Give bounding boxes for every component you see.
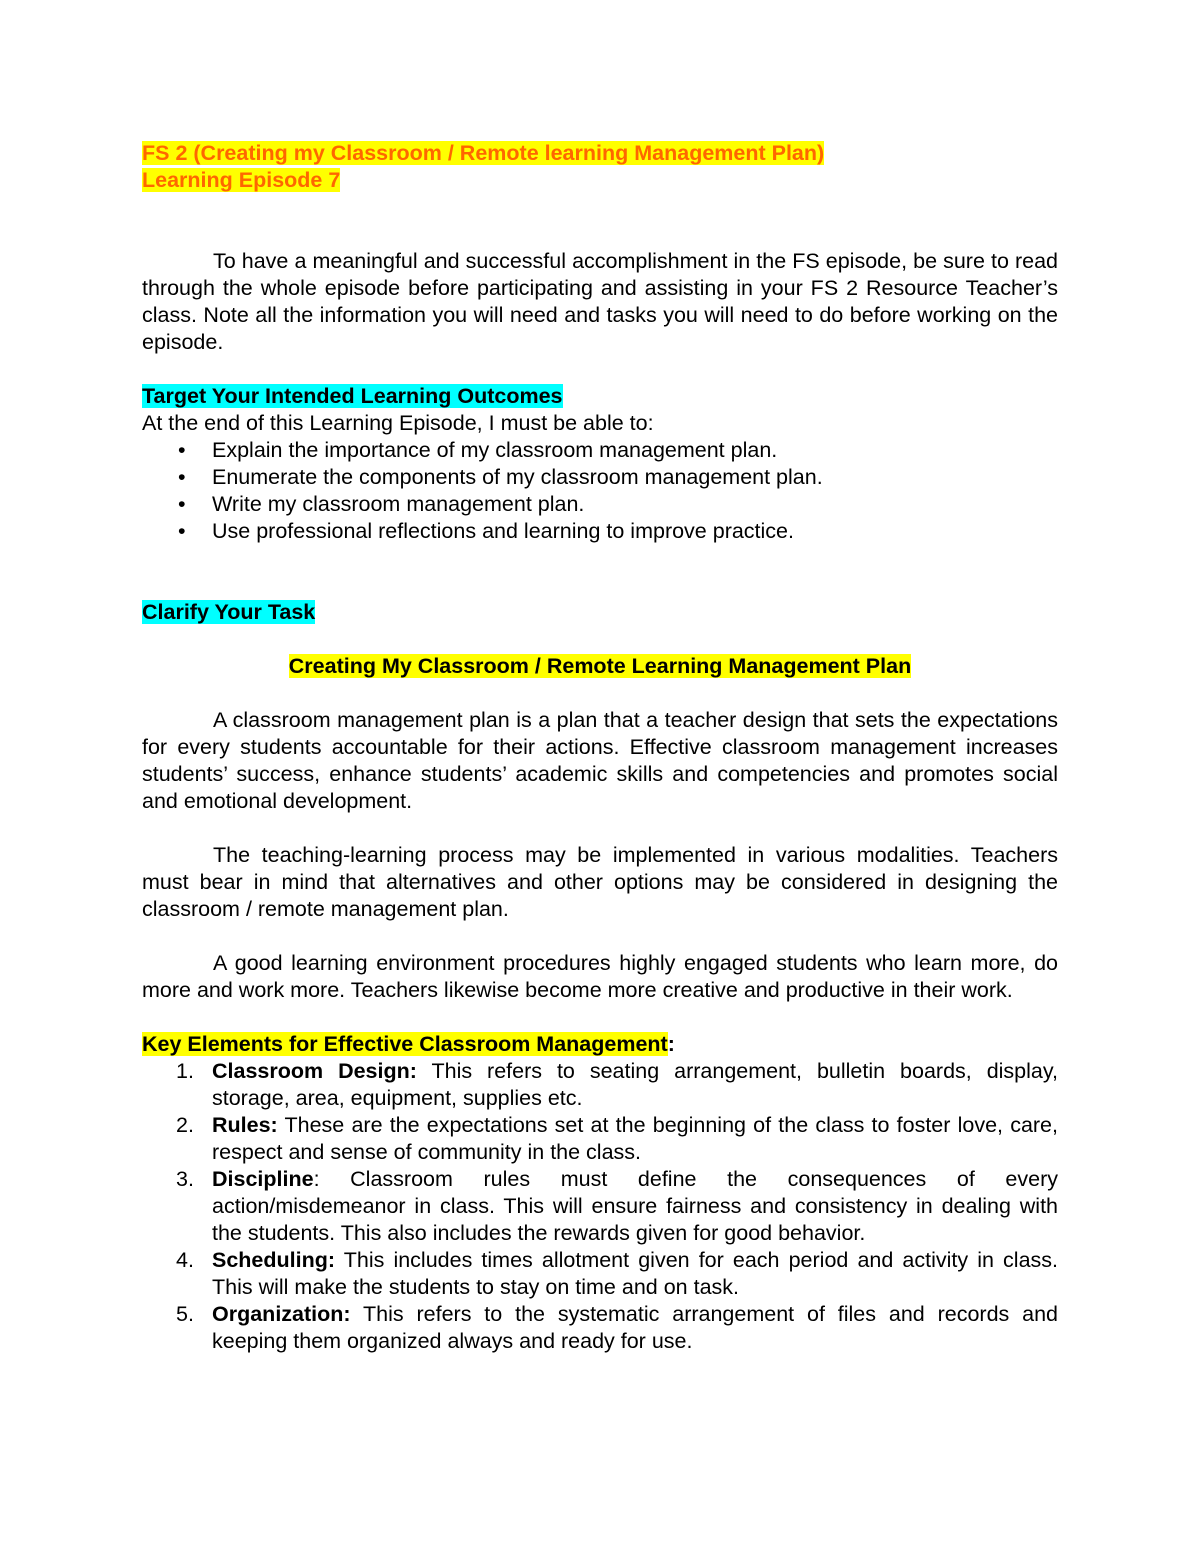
key-elements-heading: [142, 1031, 1058, 1058]
bullet-icon: •: [178, 519, 186, 543]
list-item-text: Enumerate the components of my classroom management plan.: [212, 465, 823, 489]
element-text: This refers to the systematic arrangement of files and records and keeping them organized always and ready for use.: [212, 1302, 1058, 1353]
element-term: Rules:: [212, 1113, 278, 1137]
list-number: 3.: [176, 1167, 194, 1191]
list-item: [142, 1166, 1058, 1247]
element-term-suffix: :: [313, 1167, 351, 1191]
outcomes-lead: At the end of this Learning Episode, I must be able to:: [142, 411, 654, 435]
spacer: [142, 545, 1058, 599]
element-text: Classroom rules must define the consequences of every action/misdemeanor in class. This will ensure fairness and consistency in dealing with the students. This also includes the rewards given for good behavior.: [212, 1167, 1058, 1245]
element-term: Classroom Design:: [212, 1059, 417, 1083]
spacer: [142, 815, 1058, 842]
spacer: [142, 194, 1058, 248]
task-heading: [142, 599, 1058, 626]
element-text: This includes times allotment given for each period and activity in class. This will make the students to stay on time and on task.: [212, 1248, 1058, 1299]
title-line-2: Learning Episode 7: [142, 168, 341, 192]
bullet-icon: •: [178, 492, 186, 516]
list-item: [142, 1058, 1058, 1112]
list-item: [142, 437, 1058, 464]
task-subheading-text: Creating My Classroom / Remote Learning Management Plan: [288, 654, 912, 678]
document-title: [142, 140, 1058, 167]
list-item: [142, 1112, 1058, 1166]
task-paragraph-2: The teaching-learning process may be implemented in various modalities. Teachers must bear in mind that alternatives and other options may be considered in designing the classroom / remote management plan.: [142, 843, 1058, 921]
list-item: [142, 1247, 1058, 1301]
element-term: Scheduling:: [212, 1248, 336, 1272]
list-item: [142, 464, 1058, 491]
outcomes-list: [142, 437, 1058, 545]
spacer: [142, 1004, 1058, 1031]
outcomes-heading-text: Target Your Intended Learning Outcomes: [142, 384, 563, 408]
list-number: 4.: [176, 1248, 194, 1272]
title-line-1: FS 2 (Creating my Classroom / Remote learning Management Plan): [142, 141, 825, 165]
bullet-icon: •: [178, 438, 186, 462]
list-item: [142, 491, 1058, 518]
outcomes-heading: [142, 383, 1058, 410]
element-term: Discipline: [212, 1167, 314, 1191]
task-heading-text: Clarify Your Task: [142, 600, 316, 624]
key-elements-heading-text: Key Elements for Effective Classroom Management: [142, 1032, 668, 1056]
list-item-text: Use professional reflections and learning to improve practice.: [212, 519, 794, 543]
list-number: 5.: [176, 1302, 194, 1326]
list-item: [142, 1301, 1058, 1355]
spacer: [142, 626, 1058, 653]
list-item-text: Write my classroom management plan.: [212, 492, 585, 516]
key-elements-heading-suffix: :: [667, 1032, 675, 1056]
element-text: This refers to seating arrangement, bulletin boards, display, storage, area, equipment, supplies etc.: [212, 1059, 1058, 1110]
list-number: 1.: [176, 1059, 194, 1083]
document-page: [142, 140, 1058, 1355]
task-paragraph-3: A good learning environment procedures highly engaged students who learn more, do more and work more. Teachers likewise become more creative and productive in their work.: [142, 951, 1058, 1002]
spacer: [142, 356, 1058, 383]
task-paragraph-1: A classroom management plan is a plan that a teacher design that sets the expectations for every students accountable for their actions. Effective classroom management increases students’ success, enhance students’ academic skills and competencies and promotes social and emotional development.: [142, 708, 1058, 813]
bullet-icon: •: [178, 465, 186, 489]
element-term: Organization:: [212, 1302, 351, 1326]
intro-paragraph: To have a meaningful and successful accomplishment in the FS episode, be sure to read through the whole episode before participating and assisting in your FS 2 Resource Teacher’s class. Note all the information you will need and tasks you will need to do before working on the episode.: [142, 249, 1058, 354]
key-elements-list: [142, 1058, 1058, 1355]
spacer: [142, 680, 1058, 707]
spacer: [142, 923, 1058, 950]
task-subheading: [142, 653, 1058, 680]
list-number: 2.: [176, 1113, 194, 1137]
element-text: These are the expectations set at the beginning of the class to foster love, care, respect and sense of community in the class.: [212, 1113, 1058, 1164]
list-item-text: Explain the importance of my classroom management plan.: [212, 438, 778, 462]
list-item: [142, 518, 1058, 545]
episode-title: [142, 167, 1058, 194]
